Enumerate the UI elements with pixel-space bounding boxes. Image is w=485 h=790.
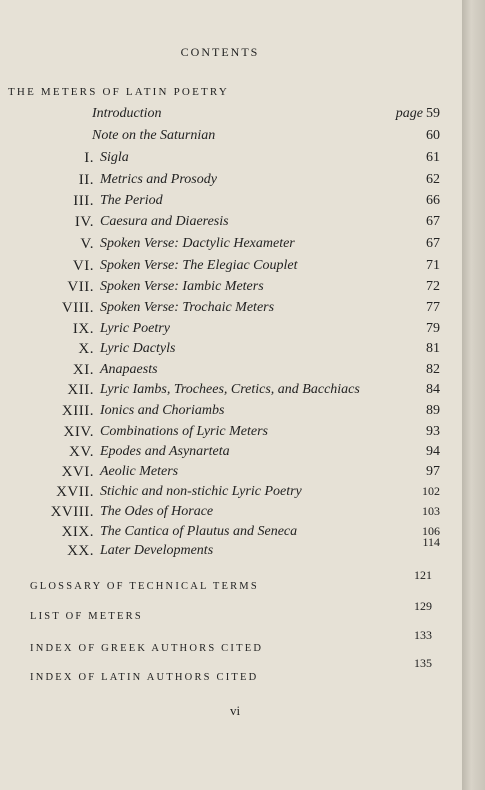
toc-entry (0, 424, 462, 446)
entry-title: The Period (100, 193, 163, 208)
toc-entry (0, 172, 462, 194)
toc-entry (0, 128, 462, 150)
entry-page: 79 (426, 321, 440, 336)
toc-entry (0, 236, 462, 258)
chapter-number: III. (73, 193, 94, 209)
entry-page: 62 (426, 172, 440, 187)
chapter-number: VI. (72, 258, 94, 274)
entry-page: 93 (426, 424, 440, 439)
chapter-number: XVIII. (50, 504, 94, 520)
entry-page: 84 (426, 382, 440, 397)
entry-title: Ionics and Choriambs (100, 403, 225, 418)
entry-page: 66 (426, 193, 440, 208)
chapter-number: X. (78, 341, 94, 357)
chapter-number: XIX. (61, 524, 94, 540)
entry-page: 89 (426, 403, 440, 418)
toc-entry (0, 321, 462, 343)
entry-title: Stichic and non-stichic Lyric Poetry (100, 484, 302, 499)
toc-entry (0, 535, 462, 565)
back-matter-title: LIST OF METERS (30, 611, 143, 622)
entry-title: Metrics and Prosody (100, 172, 217, 187)
toc-entry (0, 300, 462, 322)
chapter-number: V. (80, 236, 94, 252)
chapter-number: VIII. (61, 300, 94, 316)
section-title: THE METERS OF LATIN POETRY (8, 86, 229, 98)
entry-title: Spoken Verse: The Elegiac Couplet (100, 258, 298, 273)
entry-page: page 59 (395, 106, 440, 121)
entry-title: Combinations of Lyric Meters (100, 424, 268, 439)
entry-title: Lyric Iambs, Trochees, Cretics, and Bacchiacs (100, 382, 360, 397)
entry-page: 71 (426, 258, 440, 273)
toc-entry (0, 106, 462, 128)
chapter-number: XIII. (61, 403, 94, 419)
page-folio: vi (229, 703, 241, 718)
entry-page: 72 (426, 279, 440, 294)
entry-page: 82 (426, 362, 440, 377)
toc-entry (0, 258, 462, 280)
chapter-number: VII. (67, 279, 94, 295)
page-edge (462, 0, 485, 790)
entry-page: 81 (426, 341, 440, 356)
entry-title: Note on the Saturnian (92, 128, 216, 143)
entry-page: 94 (426, 444, 440, 459)
back-matter-page: 135 (414, 656, 432, 670)
back-matter-page: 133 (414, 628, 432, 642)
toc-entry (0, 484, 462, 506)
entry-title: Lyric Dactyls (100, 341, 176, 356)
entry-page: 67 (426, 214, 440, 229)
chapter-number: XVII. (56, 484, 94, 500)
entry-page: 67 (426, 236, 440, 251)
back-matter-page: 129 (414, 599, 432, 613)
entry-page: 60 (426, 128, 440, 143)
toc-entry (0, 150, 462, 172)
chapter-number: II. (78, 172, 94, 188)
toc-entry (0, 279, 462, 301)
entry-page: 102 (422, 484, 440, 498)
toc-entry (0, 444, 462, 466)
entry-title: Spoken Verse: Iambic Meters (100, 279, 264, 294)
entry-title: Lyric Poetry (100, 321, 170, 336)
back-matter-page: 121 (414, 568, 432, 582)
toc-entry (0, 464, 462, 486)
entry-title: Aeolic Meters (100, 464, 179, 479)
entry-title: Sigla (100, 150, 129, 165)
chapter-number: XI. (72, 362, 94, 378)
entry-page: 77 (426, 300, 440, 315)
toc-entry (0, 193, 462, 215)
entry-title: Introduction (92, 106, 162, 121)
entry-title: Epodes and Asynarteta (100, 444, 230, 459)
page-word: page (395, 106, 423, 121)
back-matter-title: INDEX OF LATIN AUTHORS CITED (30, 672, 259, 683)
chapter-number: XII. (67, 382, 94, 398)
toc-entry (0, 504, 462, 526)
chapter-number: IX. (72, 321, 94, 337)
entry-title: Spoken Verse: Trochaic Meters (100, 300, 275, 315)
toc-entry (0, 362, 462, 384)
entry-page: 114 (422, 535, 440, 549)
toc-entry (0, 403, 462, 425)
entry-page: 97 (426, 464, 440, 479)
contents-heading: CONTENTS (180, 45, 260, 59)
chapter-number: XIV. (63, 424, 94, 440)
chapter-number: I. (84, 150, 94, 166)
back-matter-title: INDEX OF GREEK AUTHORS CITED (30, 643, 264, 654)
chapter-number: IV. (74, 214, 94, 230)
back-matter-title: GLOSSARY OF TECHNICAL TERMS (30, 581, 259, 592)
entry-title: The Odes of Horace (100, 504, 214, 519)
entry-page: 106 (422, 524, 440, 538)
entry-title: Caesura and Diaeresis (100, 214, 229, 229)
entry-title: Anapaests (100, 362, 158, 377)
entry-title: Later Developments (100, 543, 214, 558)
chapter-number: XX. (67, 543, 94, 559)
chapter-number: XVI. (61, 464, 94, 480)
entry-page: 103 (422, 504, 440, 518)
entry-title: Spoken Verse: Dactylic Hexameter (100, 236, 295, 251)
chapter-number: XV. (69, 444, 94, 460)
toc-entry (0, 382, 462, 404)
toc-entry (0, 214, 462, 236)
entry-title: The Cantica of Plautus and Seneca (100, 524, 298, 539)
toc-entry (0, 341, 462, 363)
entry-page: 61 (426, 150, 440, 165)
